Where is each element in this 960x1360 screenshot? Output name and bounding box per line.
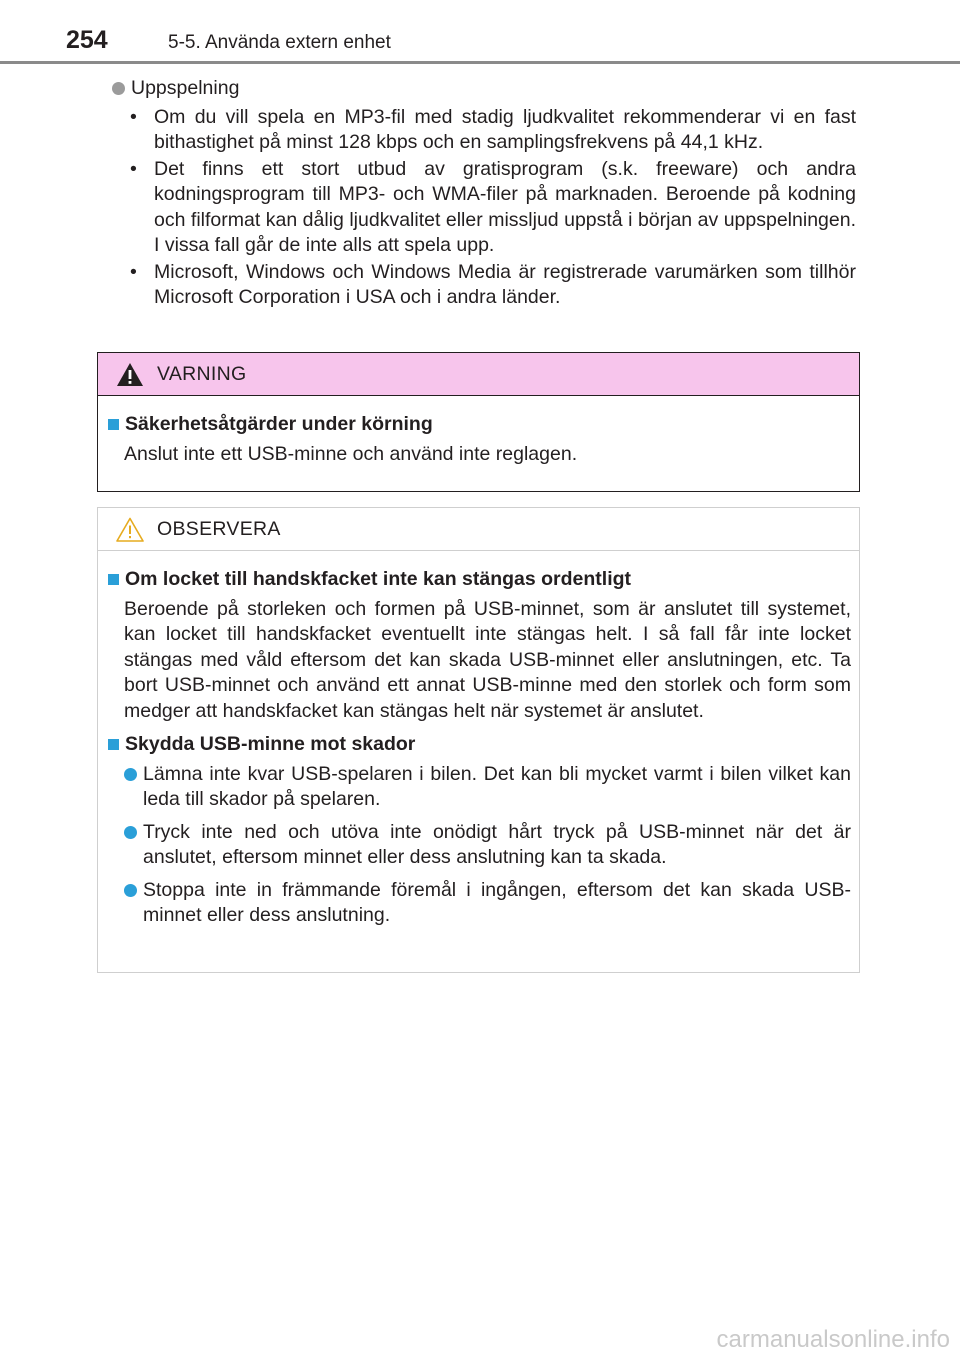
notice-box xyxy=(97,507,860,973)
warning-body xyxy=(98,396,859,467)
bullet-dot-icon xyxy=(124,768,137,781)
list-item: • Det finns ett stort utbud av gratisprogram (s.k. freeware) och andra kodningsprogram till MP3- och WMA-filer på marknaden. Beroende på kodning och filformat kan dålig ljudkvalitet eller missljud uppstå i början av uppspelningen. I vissa fall går de inte alls att spela upp. xyxy=(112,157,856,259)
warning-subheading-text: Säkerhetsåtgärder under körning xyxy=(125,413,433,435)
square-bullet-icon xyxy=(108,739,119,750)
playback-list xyxy=(112,105,856,311)
list-item-text: Lämna inte kvar USB-spelaren i bilen. Det kan bli mycket varmt i bilen vilket kan leda till skador på spelaren. xyxy=(143,762,851,810)
warning-subheading xyxy=(108,412,851,438)
playback-heading-text: Uppspelning xyxy=(131,77,240,99)
list-item xyxy=(124,878,851,929)
bullet-dot-icon xyxy=(124,826,137,839)
square-bullet-icon xyxy=(108,574,119,585)
protect-usb-subheading-text: Skydda USB-minne mot skador xyxy=(125,733,416,755)
notice-body xyxy=(98,551,859,929)
list-item-text: Tryck inte ned och utöva inte onödigt hårt tryck på USB-minnet när det är anslutet, eftersom minnet eller dess anslutning kan ta skada. xyxy=(143,820,851,868)
page-number: 254 xyxy=(66,26,108,54)
notice-header xyxy=(98,508,859,551)
warning-text: Anslut inte ett USB-minne och använd inte reglagen. xyxy=(124,442,578,465)
header-rule xyxy=(0,61,960,64)
square-bullet-icon xyxy=(108,419,119,430)
list-item: • Microsoft, Windows och Windows Media är registrerade varumärken som tillhör Microsoft Corporation i USA och i andra länder. xyxy=(112,260,856,311)
watermark: carmanualsonline.info xyxy=(716,1326,950,1353)
warning-title: VARNING xyxy=(157,362,247,385)
glovebox-subheading-text: Om locket till handskfacket inte kan stängas ordentligt xyxy=(125,568,632,590)
bullet-dot-icon xyxy=(124,884,137,897)
protect-usb-subheading xyxy=(108,732,851,758)
warning-header xyxy=(98,353,859,396)
glovebox-text: Beroende på storleken och formen på USB-minnet, som är anslutet till systemet, kan locket till handskfacket eventuellt inte stängas helt. I så fall får inte locket stängas med våld eftersom det kan skada USB-minnet eller anslutningen, etc. Ta bort USB-minnet och använd ett annat USB-minne med den storlek och form som medger att handskfacket kan stängas helt när systemet är anslutet. xyxy=(124,597,851,722)
warning-box xyxy=(97,352,860,492)
warning-triangle-icon xyxy=(116,362,144,387)
glovebox-subheading xyxy=(108,567,851,593)
caution-triangle-icon xyxy=(116,517,144,542)
playback-section xyxy=(112,76,856,312)
page-header xyxy=(0,0,960,64)
list-item xyxy=(124,820,851,871)
list-item-text: Stoppa inte in främmande föremål i ingången, eftersom det kan skada USB-minnet eller dess anslutning. xyxy=(143,878,851,926)
bullet-dot-icon xyxy=(112,82,125,95)
notice-title: OBSERVERA xyxy=(157,517,281,540)
list-item xyxy=(124,762,851,813)
playback-heading xyxy=(112,76,856,102)
section-title: 5-5. Använda extern enhet xyxy=(168,32,391,53)
list-item: • Om du vill spela en MP3-fil med stadig ljudkvalitet rekommenderar vi en fast bithastighet på minst 128 kbps och en samplingsfrekvens på 44,1 kHz. xyxy=(112,105,856,156)
